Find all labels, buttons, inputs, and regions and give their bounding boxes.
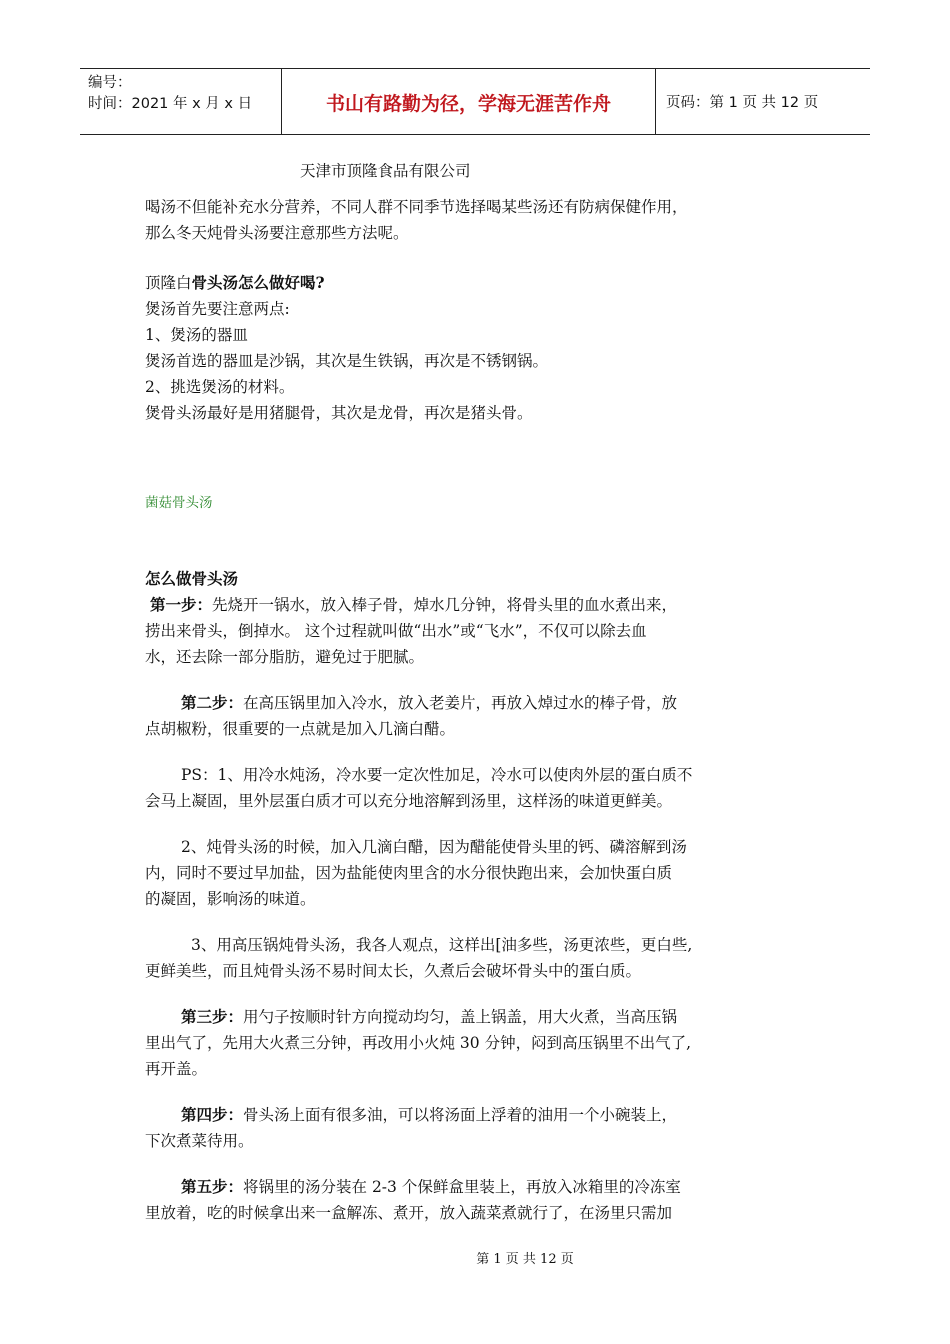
step-label: 第四步： — [181, 1105, 244, 1124]
step-line: 水，还去除一部分脂肪，避免过于肥腻。 — [145, 648, 425, 666]
header-motto: 书山有路勤为径，学海无涯苦作舟 — [281, 69, 656, 134]
page-footer: 第 1 页 共 12 页 — [476, 1252, 574, 1267]
step-paragraph: 第四步：骨头汤上面有很多油，可以将汤面上浮着的油用一个小碗装上， — [181, 1105, 678, 1124]
step-label: 第二步： — [181, 693, 244, 712]
step-line: 里出气了，先用大火煮三分钟，再改用小火炖 30 分钟，闷到高压锅里不出气了, — [145, 1034, 692, 1052]
ps-line: 会马上凝固，里外层蛋白质才可以充分地溶解到汤里，这样汤的味道更鲜美。 — [145, 792, 673, 810]
company-name: 天津市顶隆食品有限公司 — [300, 162, 471, 180]
ps-line: 内，同时不要过早加盐，因为盐能使肉里含的水分很快跑出来，会加快蛋白质 — [145, 864, 673, 882]
page-header — [80, 68, 870, 135]
point-text: 煲汤首选的器皿是沙锅，其次是生铁锅，再次是不锈钢锅。 — [145, 352, 549, 370]
step-line: 点胡椒粉，很重要的一点就是加入几滴白醋。 — [145, 720, 456, 738]
ps-line: 2、炖骨头汤的时候，加入几滴白醋，因为醋能使骨头里的钙、磷溶解到汤 — [181, 838, 687, 856]
step-paragraph: 第三步：用勺子按顺时针方向搅动均匀，盖上锅盖，用大火煮，当高压锅 — [181, 1007, 678, 1026]
step-label: 第一步： — [150, 595, 213, 614]
header-meta — [80, 69, 281, 134]
question-bold: 骨头汤怎么做好喝? — [191, 273, 325, 292]
question-prefix: 顶隆白 — [145, 274, 192, 292]
step-line: 里放着，吃的时候拿出来一盒解冻、煮开，放入蔬菜煮就行了，在汤里只需加 — [145, 1204, 673, 1222]
ps-line: 的凝固，影响汤的味道。 — [145, 890, 316, 908]
intro-line: 喝汤不但能补充水分营养，不同人群不同季节选择喝某些汤还有防病保健作用， — [145, 198, 688, 216]
step-paragraph: 第二步：在高压锅里加入冷水，放入老姜片，再放入焯过水的棒子骨，放 — [181, 693, 678, 712]
time-label: 时间：2021 年 x 月 x 日 — [88, 96, 253, 112]
ps-line: 3、用高压锅炖骨头汤，我各人观点，这样出[油多些，汤更浓些，更白些, — [191, 936, 693, 954]
number-label: 编号： — [88, 75, 132, 91]
question-heading — [145, 270, 815, 296]
point-title: 2、挑选煲汤的材料。 — [145, 378, 295, 396]
point-text: 煲骨头汤最好是用猪腿骨，其次是龙骨，再次是猪头骨。 — [145, 404, 533, 422]
step-line: 再开盖。 — [145, 1060, 208, 1078]
step-line: 下次煮菜待用。 — [145, 1132, 254, 1150]
note-heading: 煲汤首先要注意两点: — [145, 300, 290, 318]
document-body — [145, 158, 815, 1226]
green-link[interactable]: 菌菇骨头汤 — [145, 495, 213, 511]
step-label: 第三步： — [181, 1007, 244, 1026]
header-page-label: 页码：第 1 页 共 12 页 — [666, 95, 819, 111]
step-line: 捞出来骨头，倒掉水。 这个过程就叫做“出水”或“飞水”，不仅可以除去血 — [145, 622, 647, 640]
ps-line: 更鲜美些，而且炖骨头汤不易时间太长，久煮后会破坏骨头中的蛋白质。 — [145, 962, 642, 980]
section-title: 怎么做骨头汤 — [145, 569, 239, 588]
intro-line: 那么冬天炖骨头汤要注意那些方法呢。 — [145, 224, 409, 242]
point-title: 1、煲汤的器皿 — [145, 326, 248, 344]
ps-line: PS：1、用冷水炖汤，冷水要一定次性加足，冷水可以使肉外层的蛋白质不 — [181, 766, 693, 784]
step-label: 第五步： — [181, 1177, 244, 1196]
step-paragraph: 第五步：将锅里的汤分装在 2-3 个保鲜盒里装上，再放入冰箱里的冷冻室 — [181, 1177, 681, 1196]
step-paragraph: 第一步：先烧开一锅水，放入棒子骨，焯水几分钟，将骨头里的血水煮出来， — [150, 595, 678, 614]
